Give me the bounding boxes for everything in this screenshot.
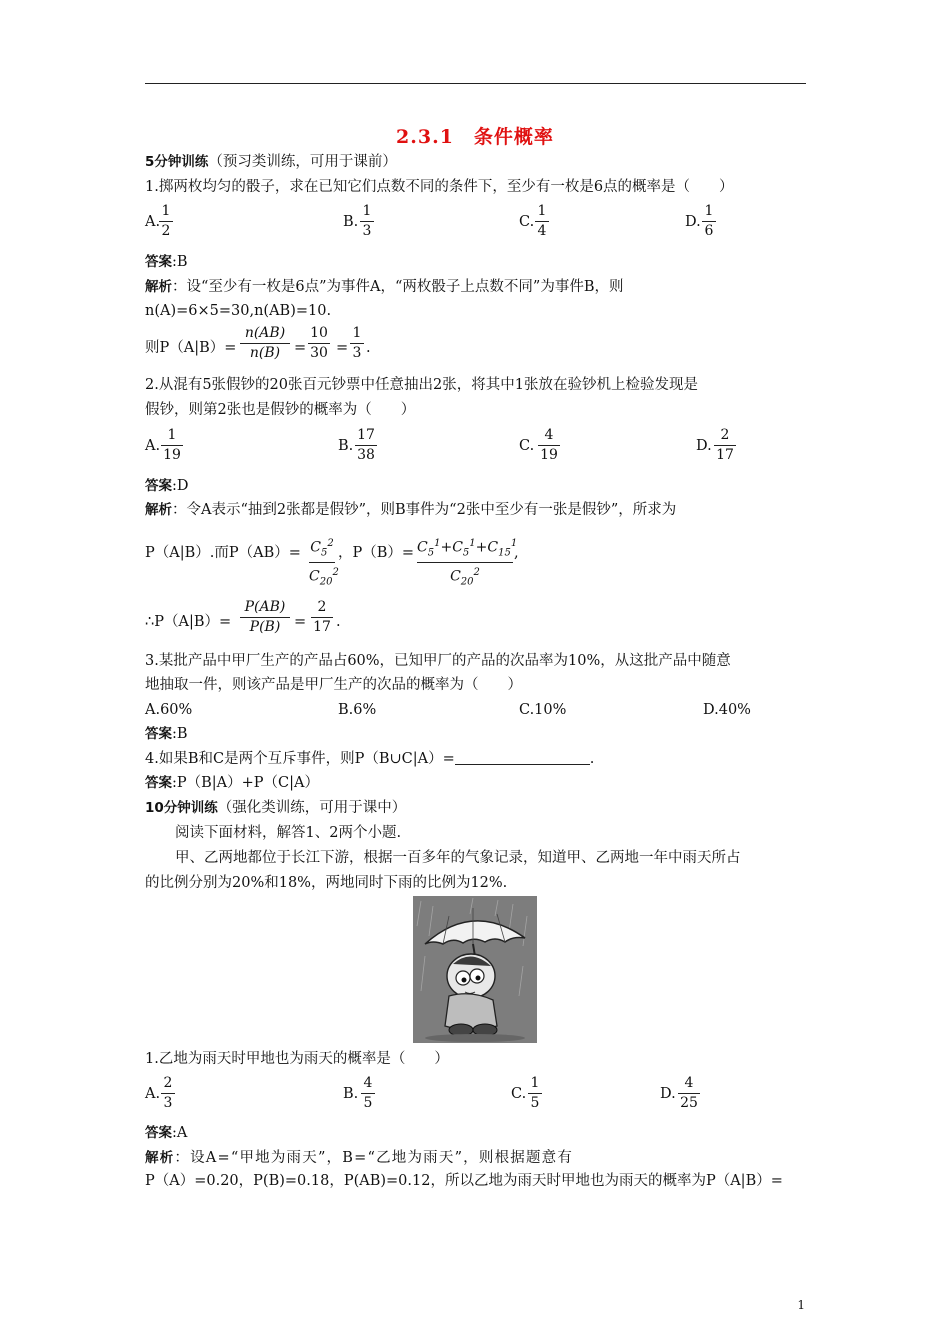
answer-blank (455, 750, 590, 765)
fraction: 1 2 (159, 203, 173, 240)
option-label: B. (343, 1086, 359, 1102)
q4-text: 4.如果B和C是两个互斥事件，则P（B∪C|A）= . (145, 751, 595, 767)
period: . (336, 614, 341, 630)
q1-explanation-3: 则P（A|B）= (145, 340, 237, 356)
header-rule (145, 83, 806, 84)
q4-answer: 答案:P（B|A）+P（C|A） (145, 775, 320, 791)
r1-explanation-1: 解析：设A=“甲地为雨天”，B=“乙地为雨天”，则根据题意有 (145, 1150, 574, 1166)
equals-sign: = (336, 340, 349, 356)
option-c: C.10% (519, 702, 567, 718)
combination-fraction: $C_5^1+C_5^1+C_{15}^1$ $C_{20}^2$ (417, 538, 518, 588)
q2-text-2: 假钞，则第2张也是假钞的概率为（ ） (145, 402, 416, 418)
rain-umbrella-illustration (413, 896, 537, 1043)
q1-text: 1.掷两枚均匀的骰子，求在已知它们点数不同的条件下，至少有一枚是6点的概率是（ ） (145, 179, 734, 195)
fraction: 1 3 (360, 203, 374, 240)
option-a: A.60% (145, 702, 193, 718)
fraction: 4 5 (361, 1075, 375, 1112)
page-number: 1 (797, 1298, 805, 1312)
q2-explanation-2b: ，P（B）= (338, 545, 415, 561)
option-label: C. (519, 438, 535, 454)
section-header-2: 10分钟训练（强化类训练，可用于课中） (145, 800, 407, 816)
option-label: A. (145, 438, 161, 454)
fraction: 2 17 (311, 599, 333, 636)
equals-sign: = (294, 614, 307, 630)
q2-explanation-1: 解析：令A表示“抽到2张都是假钞”，则B事件为“2张中至少有一张是假钞”，所求为 (145, 502, 677, 518)
fraction: 10 30 (308, 325, 330, 362)
option-label: B. (338, 438, 354, 454)
fraction: 2 3 (161, 1075, 175, 1112)
combination-fraction: $C_5^2$ $C_{20}^2$ (309, 538, 339, 588)
fraction: n(AB) n(B) (240, 325, 290, 362)
q2-explanation-2a: P（A|B）.而P（AB）= (145, 545, 301, 561)
option-label: D. (685, 214, 701, 230)
period: . (366, 340, 371, 356)
r1-explanation-2: P（A）=0.20，P(B)=0.18，P(AB)=0.12，所以乙地为雨天时甲地也为雨天的概率为P（A|B）= (145, 1173, 783, 1189)
q3-answer: 答案:B (145, 726, 188, 742)
reading-text-2: 的比例分别为20%和18%，两地同时下雨的比例为12%. (145, 875, 508, 891)
fraction: 1 6 (702, 203, 716, 240)
fraction: 1 5 (528, 1075, 542, 1112)
q3-text-2: 地抽取一件，则该产品是甲厂生产的次品的概率为（ ） (145, 677, 522, 693)
q1-explanation-2: n(A)=6×5=30,n(AB)=10. (145, 303, 332, 319)
fraction: 17 38 (355, 427, 377, 464)
q2-explanation-3: ∴P（A|B）= (145, 614, 232, 630)
fraction: 4 25 (678, 1075, 700, 1112)
q2-text-1: 2.从混有5张假钞的20张百元钞票中任意抽出2张，将其中1张放在验钞机上检验发现是 (145, 377, 698, 393)
fraction: P(AB) P(B) (240, 599, 290, 636)
option-label: B. (343, 214, 359, 230)
reading-intro: 阅读下面材料，解答1、2两个小题. (175, 825, 402, 841)
fraction: 4 19 (538, 427, 560, 464)
page-title: 2.3.1 条件概率 (396, 126, 554, 148)
option-b: B.6% (338, 702, 377, 718)
option-label: A. (145, 214, 161, 230)
fraction: 1 19 (161, 427, 183, 464)
option-label: D. (696, 438, 712, 454)
option-d: D.40% (703, 702, 751, 718)
option-label: C. (511, 1086, 527, 1102)
option-label: A. (145, 1086, 161, 1102)
option-label: C. (519, 214, 535, 230)
fraction: 2 17 (714, 427, 736, 464)
fraction: 1 4 (535, 203, 549, 240)
r1-answer: 答案:A (145, 1125, 188, 1141)
fraction: 1 3 (350, 325, 364, 362)
q1-answer: 答案:B (145, 254, 188, 270)
equals-sign: = (294, 340, 307, 356)
section-header-1: 5分钟训练（预习类训练，可用于课前） (145, 154, 397, 170)
q2-answer: 答案:D (145, 478, 189, 494)
r1-text: 1.乙地为雨天时甲地也为雨天的概率是（ ） (145, 1051, 449, 1067)
q3-text-1: 3.某批产品中甲厂生产的产品占60%，已知甲厂的产品的次品率为10%，从这批产品中随意 (145, 653, 731, 669)
reading-text-1: 甲、乙两地都位于长江下游，根据一百多年的气象记录，知道甲、乙两地一年中雨天所占 (175, 850, 741, 866)
comma: , (514, 545, 519, 561)
q1-explanation-1: 解析：设“至少有一枚是6点”为事件A，“两枚骰子上点数不同”为事件B，则 (145, 279, 624, 295)
option-label: D. (660, 1086, 676, 1102)
